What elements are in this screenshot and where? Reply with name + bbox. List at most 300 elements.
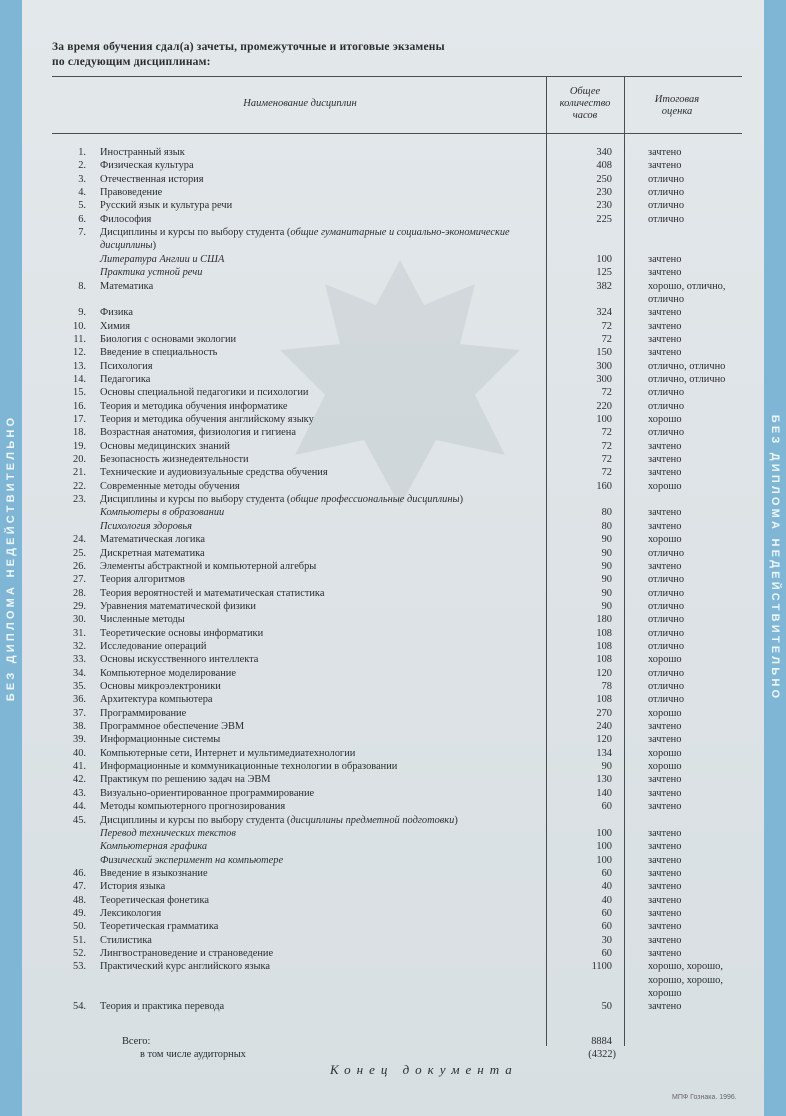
row-number: 10. [73, 320, 86, 332]
grade-line: отлично [648, 200, 685, 212]
discipline-grade [648, 440, 748, 453]
table-top-rule [52, 76, 742, 77]
discipline-name [100, 280, 540, 293]
auditory-hours-value: (4322) [588, 1049, 616, 1060]
grade-line: хорошо [648, 988, 682, 1000]
discipline-name [100, 867, 540, 880]
row-number: 8. [78, 280, 86, 292]
grade-line: отлично, отлично [648, 360, 726, 372]
discipline-name-text: Введение в языкознание [100, 867, 208, 879]
discipline-grade [648, 320, 748, 333]
discipline-name [100, 413, 540, 426]
discipline-group-description: дисциплины предметной подготовки [290, 814, 455, 826]
discipline-grade [648, 306, 748, 319]
table-row [0, 280, 786, 305]
row-number: 14. [73, 373, 86, 385]
discipline-name [100, 1000, 540, 1013]
discipline-name [100, 720, 540, 733]
row-number: 18. [73, 427, 86, 439]
discipline-name [100, 493, 540, 506]
discipline-grade [648, 520, 748, 533]
table-row [0, 306, 786, 319]
table-row [0, 880, 786, 893]
discipline-name [100, 547, 540, 560]
end-of-document-mark: Конец документа [330, 1062, 518, 1077]
discipline-grade [648, 760, 748, 773]
grade-line: отлично, отлично [648, 373, 726, 385]
discipline-name-text: Основы микроэлектроники [100, 681, 221, 692]
discipline-hours: 120 [596, 734, 612, 746]
discipline-name-text: Физическая культура [100, 160, 194, 172]
discipline-hours: 72 [601, 454, 612, 466]
row-number: 26. [73, 560, 86, 572]
discipline-name-text: Философия [100, 213, 152, 225]
discipline-name [100, 266, 540, 279]
discipline-grade [648, 480, 748, 493]
discipline-hours: 408 [596, 160, 612, 172]
discipline-hours: 90 [601, 560, 612, 572]
table-row [0, 453, 786, 466]
row-number: 47. [73, 881, 86, 893]
discipline-grade [648, 693, 748, 706]
discipline-hours: 90 [601, 534, 612, 546]
discipline-hours: 382 [596, 280, 612, 292]
row-number: 9. [78, 307, 86, 319]
grade-line: зачтено [648, 934, 682, 946]
discipline-name [100, 159, 540, 172]
discipline-name-text: Перевод технических текстов [100, 827, 236, 839]
grade-line: отлично [648, 614, 685, 626]
discipline-hours: 100 [596, 253, 612, 265]
discipline-hours: 150 [596, 347, 612, 359]
discipline-name [100, 173, 540, 186]
grade-line: отлично [648, 694, 685, 706]
discipline-name [100, 573, 540, 586]
discipline-name [100, 653, 540, 666]
row-number: 25. [73, 547, 86, 559]
discipline-name-text: Информационные и коммуникационные технологии в образовании [100, 761, 398, 773]
discipline-grade [648, 894, 748, 907]
discipline-grade [648, 560, 748, 573]
row-number: 45. [73, 814, 86, 826]
discipline-hours: 225 [596, 213, 612, 225]
row-number: 29. [73, 600, 86, 612]
table-row [0, 640, 786, 653]
discipline-hours: 250 [596, 173, 612, 185]
table-row [0, 587, 786, 600]
discipline-name-text: Методы компьютерного прогнозирования [100, 801, 286, 813]
table-row [0, 947, 786, 960]
discipline-name-text: Дисциплины и курсы по выбору студента ( [100, 227, 291, 239]
table-row [0, 213, 786, 226]
grade-line: зачтено [648, 267, 682, 279]
grade-line: отлично [648, 681, 685, 692]
discipline-grade [648, 280, 748, 307]
discipline-hours: 72 [601, 467, 612, 479]
discipline-hours: 80 [601, 507, 612, 519]
discipline-hours: 90 [601, 587, 612, 599]
row-number: 24. [73, 534, 86, 546]
row-number: 20. [73, 454, 86, 466]
discipline-hours: 108 [596, 627, 612, 639]
discipline-name-text: Теория вероятностей и математическая статистика [100, 587, 325, 599]
grade-line: зачтено [648, 520, 682, 532]
table-row [0, 320, 786, 333]
grade-line: хорошо [648, 761, 682, 773]
discipline-name-text: Дисциплины и курсы по выбору студента ( [100, 494, 291, 506]
discipline-name-text: Химия [100, 320, 130, 332]
discipline-name [100, 360, 540, 373]
discipline-grade [648, 400, 748, 413]
discipline-name [100, 854, 540, 867]
grade-line: хорошо, хорошо, [648, 961, 723, 973]
intro-line-2: по следующим дисциплинам: [52, 56, 211, 68]
grade-line: зачтено [648, 854, 682, 866]
discipline-grade [648, 960, 748, 1000]
table-row [0, 159, 786, 172]
discipline-name-text: Теория и практика перевода [100, 1001, 225, 1013]
discipline-grade [648, 653, 748, 666]
grade-line: зачтено [648, 347, 682, 359]
row-number: 41. [73, 761, 86, 773]
discipline-name-text: Лингвострановедение и страноведение [100, 948, 274, 959]
discipline-hours: 60 [601, 907, 612, 919]
table-row [0, 760, 786, 773]
table-row [0, 426, 786, 439]
row-number: 28. [73, 587, 86, 599]
discipline-name-text: История языка [100, 881, 166, 893]
discipline-name [100, 560, 540, 573]
grade-line: зачтено [648, 841, 682, 853]
row-number: 6. [78, 213, 86, 225]
discipline-hours: 72 [601, 387, 612, 399]
discipline-name [100, 960, 540, 973]
grade-line: хорошо [648, 707, 682, 719]
table-row [0, 346, 786, 359]
discipline-name [100, 520, 540, 533]
table-row [0, 733, 786, 746]
discipline-grade [648, 627, 748, 640]
discipline-hours: 72 [601, 333, 612, 345]
discipline-grade [648, 346, 748, 359]
discipline-hours: 90 [601, 547, 612, 559]
discipline-hours: 324 [596, 307, 612, 319]
grade-line: зачтено [648, 440, 682, 452]
table-row [0, 627, 786, 640]
discipline-hours: 100 [596, 841, 612, 853]
row-number: 42. [73, 774, 86, 786]
discipline-name-text: Литература Англии и США [100, 253, 225, 265]
discipline-grade [648, 880, 748, 893]
discipline-name [100, 453, 540, 466]
discipline-grade [648, 533, 748, 546]
table-row [0, 373, 786, 386]
discipline-hours: 300 [596, 373, 612, 385]
discipline-grade [648, 360, 748, 373]
discipline-grade [648, 159, 748, 172]
grade-line: отлично [648, 547, 685, 559]
grade-line: зачтено [648, 948, 682, 959]
discipline-name [100, 306, 540, 319]
row-number: 32. [73, 640, 86, 652]
discipline-hours: 130 [596, 774, 612, 786]
discipline-name-text: Основы специальной педагогики и психологии [100, 387, 309, 399]
discipline-hours: 100 [596, 827, 612, 839]
print-mark: МПФ Гознака. 1996. [672, 1094, 737, 1101]
grade-line: хорошо [648, 414, 682, 425]
table-row [0, 253, 786, 266]
table-row [0, 613, 786, 626]
discipline-name-text: Отечественная история [100, 173, 204, 185]
total-label: Всего: [122, 1036, 151, 1047]
discipline-grade [648, 640, 748, 653]
grade-line: отлично [648, 427, 685, 439]
row-number: 3. [78, 173, 86, 185]
discipline-name [100, 186, 540, 199]
table-row [0, 854, 786, 867]
discipline-name [100, 747, 540, 760]
row-number: 46. [73, 867, 86, 879]
grade-line: зачтено [648, 160, 682, 172]
table-row [0, 573, 786, 586]
grade-line: зачтено [648, 507, 682, 519]
grade-line: зачтено [648, 734, 682, 746]
table-row [0, 720, 786, 733]
discipline-hours: 80 [601, 520, 612, 532]
table-row [0, 800, 786, 813]
discipline-hours: 108 [596, 640, 612, 652]
grade-line: зачтено [648, 253, 682, 265]
row-number: 21. [73, 467, 86, 479]
grade-line: зачтено [648, 894, 682, 906]
discipline-name-text: Физический эксперимент на компьютере [100, 854, 284, 866]
discipline-hours: 90 [601, 761, 612, 773]
right-strip-text: БЕЗ ДИПЛОМА НЕДЕЙСТВИТЕЛЬНО [769, 414, 781, 702]
discipline-name-text: Основы медицинских знаний [100, 440, 230, 452]
discipline-grade [648, 386, 748, 399]
grade-line: отлично [648, 293, 685, 305]
discipline-grade [648, 773, 748, 786]
discipline-hours: 108 [596, 694, 612, 706]
row-number: 39. [73, 734, 86, 746]
discipline-grade [648, 800, 748, 813]
discipline-name [100, 253, 540, 266]
discipline-name [100, 199, 540, 212]
table-row [0, 333, 786, 346]
grade-line: хорошо, отлично, [648, 280, 726, 292]
discipline-grade [648, 907, 748, 920]
row-number: 1. [78, 147, 86, 158]
discipline-name-text: Лексикология [100, 907, 162, 919]
grade-line: отлично [648, 587, 685, 599]
discipline-name [100, 480, 540, 493]
row-number: 53. [73, 961, 86, 973]
discipline-grade [648, 199, 748, 212]
discipline-group-close: ) [152, 240, 157, 252]
row-number: 31. [73, 627, 86, 639]
discipline-hours: 1100 [591, 961, 612, 973]
auditory-label: в том числе аудиторных [140, 1049, 246, 1060]
discipline-hours: 125 [596, 267, 612, 279]
row-number: 35. [73, 681, 86, 692]
table-row [0, 440, 786, 453]
discipline-hours: 60 [601, 801, 612, 813]
discipline-group-description: общие профессиональные дисциплины [290, 494, 460, 506]
discipline-grade [648, 707, 748, 720]
row-number: 7. [78, 227, 86, 239]
discipline-grade [648, 787, 748, 800]
grade-line: зачтено [648, 1001, 682, 1013]
discipline-name [100, 880, 540, 893]
discipline-name [100, 466, 540, 479]
row-number: 40. [73, 747, 86, 759]
discipline-hours: 72 [601, 320, 612, 332]
discipline-hours: 220 [596, 400, 612, 412]
table-header-rule [52, 133, 742, 134]
discipline-name-text: Архитектура компьютера [100, 694, 213, 706]
discipline-name-text: Математическая логика [100, 534, 205, 546]
discipline-name-text: Программирование [100, 707, 187, 719]
discipline-group-close: ) [454, 814, 458, 826]
discipline-name [100, 386, 540, 399]
discipline-name [100, 667, 540, 680]
discipline-grade [648, 667, 748, 680]
row-number: 44. [73, 801, 86, 813]
discipline-name-text: Математика [100, 280, 154, 292]
discipline-name-text: Введение в специальность [100, 347, 218, 359]
table-row [0, 533, 786, 546]
discipline-hours: 72 [601, 440, 612, 452]
discipline-name-text: Элементы абстрактной и компьютерной алгебры [100, 560, 317, 572]
discipline-name [100, 346, 540, 359]
discipline-hours: 134 [596, 747, 612, 759]
discipline-name-text: Уравнения математической физики [100, 600, 256, 612]
grade-line: зачтено [648, 454, 682, 466]
table-row [0, 480, 786, 493]
discipline-name-text: Информационные системы [100, 734, 221, 746]
grade-line: зачтено [648, 867, 682, 879]
discipline-hours: 30 [601, 934, 612, 946]
grade-line: зачтено [648, 320, 682, 332]
discipline-name-text: Биология с основами экологии [100, 333, 237, 345]
row-number: 4. [78, 187, 86, 199]
left-strip-text: БЕЗ ДИПЛОМА НЕДЕЙСТВИТЕЛЬНО [5, 414, 17, 702]
discipline-hours: 160 [596, 480, 612, 492]
grade-line: отлично [648, 387, 685, 399]
table-row [0, 680, 786, 693]
row-number: 27. [73, 574, 86, 586]
discipline-name-text: Программное обеспечение ЭВМ [100, 721, 245, 733]
discipline-hours: 40 [601, 881, 612, 893]
discipline-name [100, 373, 540, 386]
row-number: 15. [73, 387, 86, 399]
table-row [0, 466, 786, 479]
grade-line: зачтено [648, 801, 682, 813]
discipline-name-text: Компьютерная графика [100, 841, 208, 853]
grade-line: отлично [648, 213, 685, 225]
discipline-name-text: Дискретная математика [100, 547, 205, 559]
discipline-name-text: Иностранный язык [100, 147, 185, 158]
grade-line: хорошо [648, 654, 682, 666]
grade-line: зачтено [648, 307, 682, 319]
table-row [0, 960, 786, 1000]
discipline-hours: 100 [596, 854, 612, 866]
discipline-name-text: Компьютерное моделирование [100, 667, 236, 679]
grade-line: зачтено [648, 787, 682, 799]
discipline-name-text: Практический курс английского языка [100, 961, 271, 973]
row-number: 16. [73, 400, 86, 412]
table-row [0, 520, 786, 533]
table-row [0, 840, 786, 853]
grade-line: зачтено [648, 827, 682, 839]
discipline-name-text: Компьютеры в образовании [100, 507, 225, 519]
grade-line: отлично [648, 400, 685, 412]
table-row [0, 400, 786, 413]
discipline-name-text: Педагогика [100, 373, 151, 385]
row-number: 12. [73, 347, 86, 359]
row-number: 43. [73, 787, 86, 799]
table-row [0, 560, 786, 573]
discipline-grade [648, 827, 748, 840]
discipline-hours: 340 [596, 147, 612, 158]
row-number: 37. [73, 707, 86, 719]
discipline-hours: 100 [596, 414, 612, 425]
table-row [0, 506, 786, 519]
discipline-name-text: Компьютерные сети, Интернет и мультимедиатехнологии [100, 747, 356, 759]
table-row [0, 920, 786, 933]
row-number: 52. [73, 948, 86, 959]
discipline-grade [648, 680, 748, 693]
discipline-name-text: Русский язык и культура речи [100, 200, 233, 212]
grade-line: хорошо, хорошо, [648, 974, 723, 986]
discipline-name [100, 947, 540, 960]
discipline-name [100, 680, 540, 693]
discipline-name-text: Численные методы [100, 614, 185, 626]
discipline-grade [648, 720, 748, 733]
discipline-name [100, 213, 540, 226]
discipline-grade [648, 920, 748, 933]
discipline-grade [648, 266, 748, 279]
discipline-name [100, 800, 540, 813]
discipline-hours: 108 [596, 654, 612, 666]
row-number: 50. [73, 921, 86, 933]
table-row [0, 1000, 786, 1013]
total-hours-value: 8884 [591, 1036, 612, 1047]
table-row [0, 226, 786, 252]
grade-line: зачтено [648, 774, 682, 786]
table-row [0, 787, 786, 800]
discipline-name-text: Психология здоровья [100, 520, 192, 532]
discipline-grade [648, 587, 748, 600]
table-row [0, 360, 786, 373]
discipline-grade [648, 173, 748, 186]
discipline-name-text: Практикум по решению задач на ЭВМ [100, 774, 271, 786]
discipline-name [100, 627, 540, 640]
row-number: 38. [73, 721, 86, 733]
header-total-hours: Общее количество часов [559, 86, 611, 121]
row-number: 19. [73, 440, 86, 452]
discipline-name [100, 400, 540, 413]
discipline-hours: 60 [601, 867, 612, 879]
grade-line: зачтено [648, 467, 682, 479]
discipline-name-text: Современные методы обучения [100, 480, 240, 492]
discipline-grade [648, 547, 748, 560]
discipline-name [100, 773, 540, 786]
discipline-hours: 60 [601, 948, 612, 959]
discipline-name-text: Основы искусственного интеллекта [100, 654, 259, 666]
discipline-name [100, 613, 540, 626]
discipline-name-text: Возрастная анатомия, физиология и гигиена [100, 427, 296, 439]
